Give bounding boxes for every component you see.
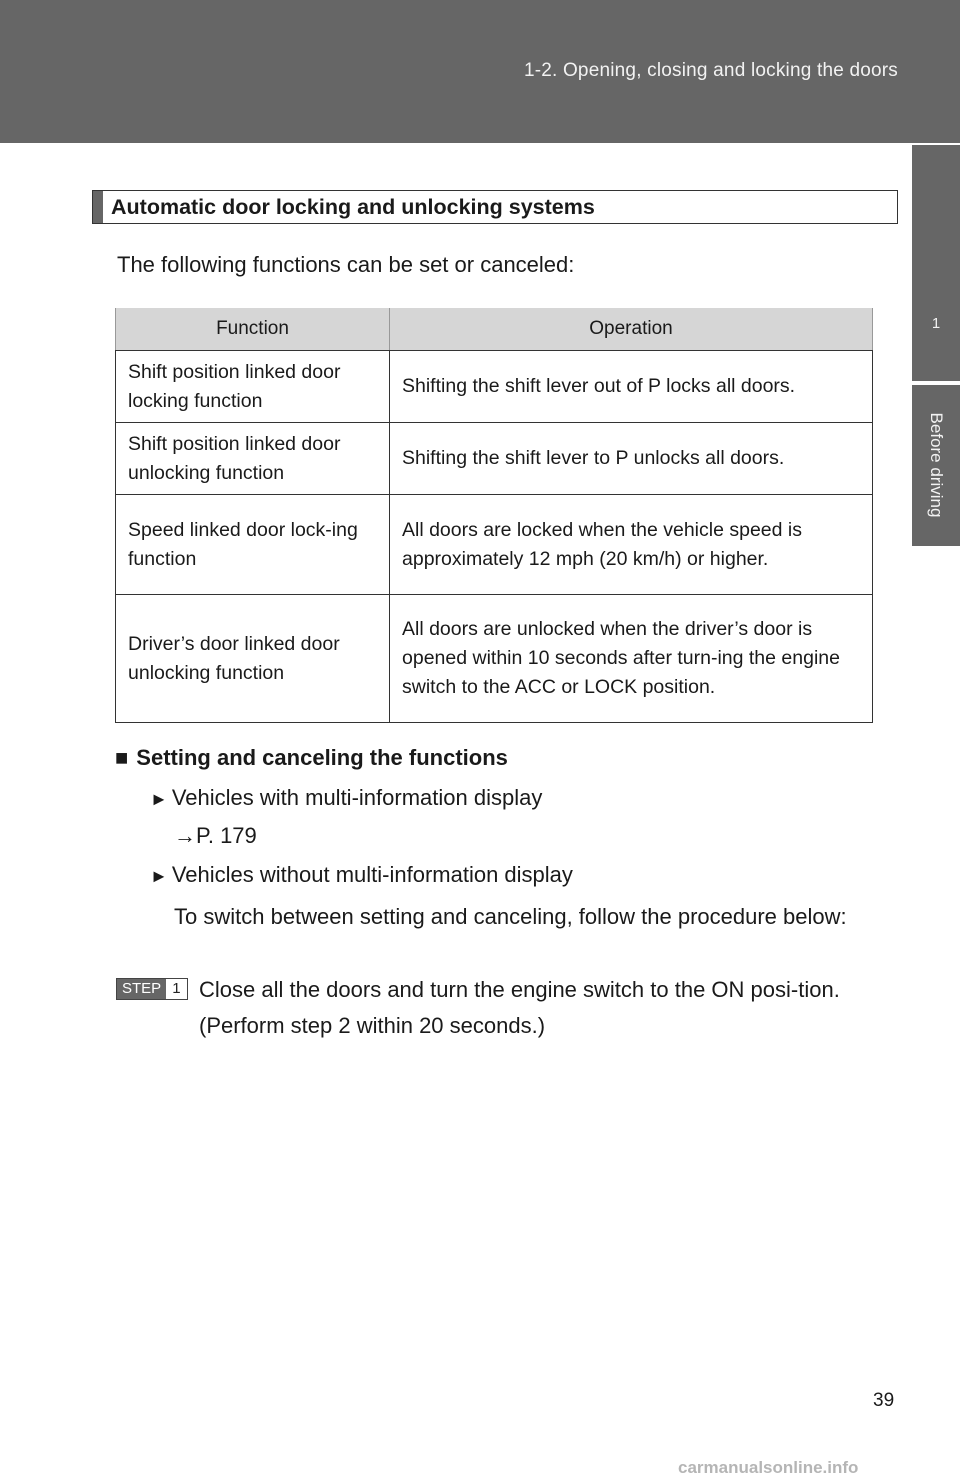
page-number: 39 (873, 1390, 895, 1411)
function-cell: Driver’s door linked door unlocking function (116, 595, 390, 723)
operation-cell: All doors are locked when the vehicle speed is approximately 12 mph (20 km/h) or higher. (390, 495, 873, 595)
table-row (116, 351, 873, 423)
table-row (116, 423, 873, 495)
heading-box (92, 190, 898, 224)
operation-cell: All doors are unlocked when the driver’s door is opened within 10 seconds after turn-ing the engine switch to the ACC or LOCK position. (390, 595, 873, 723)
settings-title: Setting and canceling the functions (136, 745, 508, 770)
bullet-with-display (150, 785, 542, 811)
function-cell: Speed linked door lock-ing function (116, 495, 390, 595)
triangle-bullet-icon: ► (150, 866, 168, 886)
bullet-text: Vehicles without multi-information display (171, 862, 573, 887)
step-word: STEP (117, 979, 166, 999)
function-cell: Shift position linked door locking function (116, 351, 390, 423)
header-operation: Operation (390, 308, 873, 351)
section-title: 1-2. Opening, closing and locking the doors (523, 60, 898, 81)
chapter-label-tab (912, 385, 960, 546)
function-cell: Shift position linked door unlocking function (116, 423, 390, 495)
chapter-number-tab (912, 145, 960, 381)
chapter-number: 1 (931, 315, 941, 332)
triangle-bullet-icon: ► (150, 789, 168, 809)
table-header-row (116, 308, 873, 351)
heading-bar (93, 191, 103, 223)
heading-title: Automatic door locking and unlocking systems (111, 195, 595, 219)
step-text: Close all the doors and turn the engine switch to the ON posi-tion. (Perform step 2 within 20 seconds.) (199, 977, 840, 1038)
operation-cell: Shifting the shift lever to P unlocks all doors. (390, 423, 873, 495)
step-number: 1 (166, 979, 186, 999)
table-row (116, 595, 873, 723)
watermark: carmanualsonline.info (678, 1458, 859, 1477)
step-badge (116, 978, 188, 1000)
functions-table (115, 308, 873, 723)
square-icon: ■ (115, 745, 129, 770)
procedure-intro: To switch between setting and canceling, follow the procedure below: (174, 904, 847, 929)
header-function: Function (116, 308, 390, 351)
intro-text: The following functions can be set or canceled: (117, 252, 575, 277)
bullet-without-display (150, 862, 573, 888)
settings-heading (115, 745, 508, 771)
bullet-text: Vehicles with multi-information display (171, 785, 543, 810)
header-band (0, 0, 960, 143)
chapter-label: Before driving (927, 412, 946, 518)
page-reference[interactable]: →P. 179 (174, 823, 257, 848)
table-row (116, 495, 873, 595)
operation-cell: Shifting the shift lever out of P locks all doors. (390, 351, 873, 423)
